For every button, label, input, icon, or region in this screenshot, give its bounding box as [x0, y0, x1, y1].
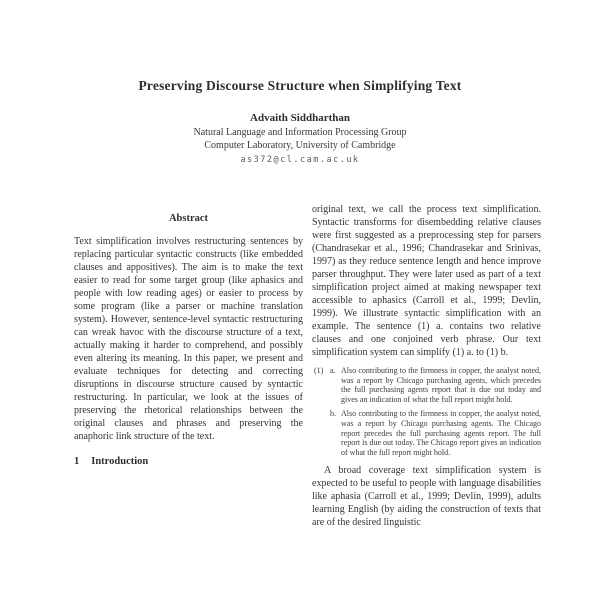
- example-1a-row: [314, 366, 541, 404]
- section-1-heading: [74, 456, 303, 467]
- example-1a-label: a.: [330, 366, 336, 375]
- section-1-number: 1: [74, 456, 80, 467]
- section-1-title: Introduction: [91, 456, 149, 467]
- author-email: as372@cl.cam.ac.uk: [240, 155, 360, 165]
- abstract-heading: Abstract: [168, 213, 209, 224]
- right-column: [312, 203, 541, 529]
- example-1b-row: [314, 409, 541, 457]
- example-1a-text: Also contributing to the firmness in copper, the analyst noted, was a report by Chicago purchasing agents, which precedes the full purchasing agents report that is due out today and gives an indication of what the full report might hold.: [341, 366, 541, 404]
- example-1b-label: b.: [330, 409, 336, 419]
- left-column: [74, 213, 303, 467]
- abstract-text: Text simplification involves restructuring sentences by replacing particular syntactic constructs (like embedded clauses and appositives). The aim is to make the text easier to read for some target group (like aphasics and people with low reading ages) or easier to process by some program (like a parser or machine translation system). However, sentence-level syntactic restructuring can wreak havoc with the discourse structure of a text, actually making it harder to comprehend, and possibly even altering its meaning. In this paper, we present and evaluate techniques for detecting and correcting disruptions in discourse structure caused by syntactic restructuring. In particular, we look at the issues of preserving the rhetorical relationships between the original clauses and phrases and preserving the anaphoric link structure of the text.: [74, 236, 303, 442]
- paper-title: Preserving Discourse Structure when Simplifying Text: [138, 78, 462, 93]
- example-1-block: [314, 366, 541, 457]
- affiliation-line-2: Computer Laboratory, University of Cambridge: [204, 140, 396, 151]
- example-1-number: (1): [314, 366, 324, 375]
- paragraph-2: A broad coverage text simplification system is expected to be useful to people with language disabilities like aphasia (Carroll et al., 1999; Devlin, 1999), adults learning English (by aiding the construction of texts that are of the desired linguistic: [312, 465, 541, 529]
- author-name: Advaith Siddharthan: [250, 112, 350, 124]
- example-1b-text: Also contributing to the firmness in copper, the analyst noted, was a report by Chicago purchasing agents. The Chicago report precedes the full purchasing agents report. The full report is due out today. The Chicago report gives an indication of what the full report might hold.: [341, 409, 541, 457]
- affiliation-line-1: Natural Language and Information Processing Group: [193, 127, 407, 138]
- paragraph-continuation: original text, we call the process text simplification. Syntactic transforms for disembedding relative clauses were first suggested as a preprocessing step for parsers (Chandrasekar et al., 1996; Chandrasekar and Srinivas, 1997) as they reduce sentence length and hence improve parser throughput. They were later used as part of a text simplification project aimed at making newspaper text accessible to aphasics (Carroll et al., 1999; Devlin, 1999). We illustrate syntactic simplification with an example. The sentence (1) a. contains two relative clauses and one conjoined verb phrase. Our text simplification system can simplify (1) a. to (1) b.: [312, 204, 541, 358]
